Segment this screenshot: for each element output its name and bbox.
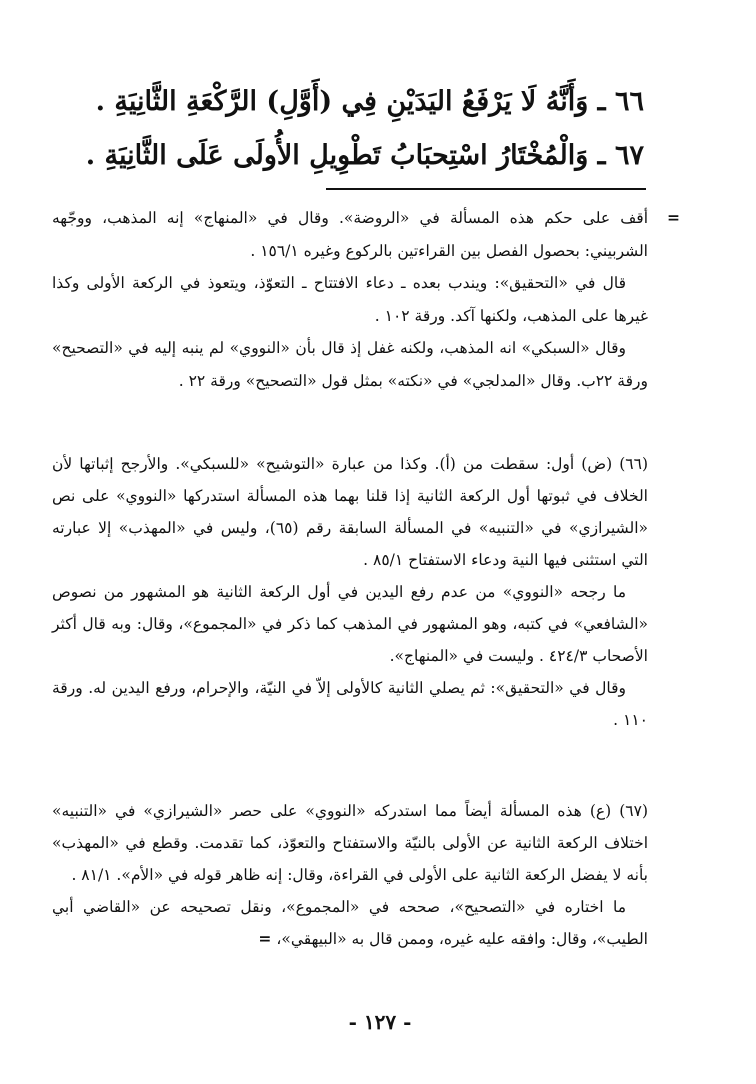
continuation-marker-end: = xyxy=(258,929,272,948)
main-text-line-66: ٦٦ ـ وَأَنَّهُ لَا يَرْفَعُ اليَدَيْنِ فِي (أَوَّلِ) الرَّكْعَةِ الثَّانِيَةِ . xyxy=(95,86,644,117)
footnote-paragraph: قال في «التحقيق»: ويندب بعده ـ دعاء الافتتاح ـ التعوّذ، ويتعوذ في الركعة الأولى وكذا غيرها على المذهب، ولكنها آكد. ورقة ١٠٢ . xyxy=(52,274,648,325)
footnote-paragraph: (٦٦) (ض) أول: سقطت من (أ). وكذا من عبارة «التوشيح» «للسبكي». والأرجح إثباتها لأن الخلاف في ثبوتها أول الركعة الثانية إذا قلنا بهما هذه المسألة استدركها «النووي» على نص «الشيرازي» في «التنبيه» في المسألة السابقة رقم (٦٥)، وليس في «المهذب» إلا عبارته التي استثنى فيها النية ودعاء الاستفتاح ٨٥/١ . xyxy=(52,455,648,569)
footnote-block-67 xyxy=(52,795,648,955)
footnote-paragraph xyxy=(52,891,648,955)
footnote-paragraph: وقال في «التحقيق»: ثم يصلي الثانية كالأولى إلاّ في النيّة، والإحرام، ورفع اليدين له. ورقة ١١٠ . xyxy=(52,679,648,729)
continuation-marker: = xyxy=(667,208,680,227)
footnote-block-66 xyxy=(52,448,648,736)
page-number: - ١٢٧ - xyxy=(348,1010,412,1034)
footnote-block-intro xyxy=(52,202,680,397)
footnote-separator xyxy=(326,188,646,190)
footnote-paragraph: أقف على حكم هذه المسألة في «الروضة». وقال في «المنهاج» إنه المذهب، ووجّهه الشربيني: بحصول الفصل بين القراءتين بالركوع وغيره ١٥٦/١ . xyxy=(52,209,648,260)
footnote-paragraph: ما رجحه «النووي» من عدم رفع اليدين في أول الركعة الثانية هو المشهور من نصوص «الشافعي» في كتبه، وهو المشهور في المذهب كما ذكر في «المجموع»، وقال: وبه قال أكثر الأصحاب ٤٢٤/٣ . وليست في «المنهاج». xyxy=(52,583,648,665)
footnote-paragraph: (٦٧) (ع) هذه المسألة أيضاً مما استدركه «النووي» على حصر «الشيرازي» في «التنبيه» اختلاف الركعة الثانية عن الأولى بالنيّة والاستفتاح والتعوّذ، كما تقدمت. وقطع في «المهذب» بأنه لا يفضل الركعة الثانية على الأولى في القراءة، وقال: إنه ظاهر قوله في «الأم». ٨١/١ . xyxy=(52,802,648,884)
main-text-line-67: ٦٧ ـ وَالْمُخْتَارُ اسْتِحبَابُ تَطْوِيلِ الأُولَى عَلَى الثَّانِيَةِ . xyxy=(85,140,644,171)
footnote-paragraph: وقال «السبكي» انه المذهب، ولكنه غفل إذ قال بأن «النووي» لم ينبه إليه في «التصحيح» ورقة ٢٢ب. وقال «المدلجي» في «نكته» بمثل قول «التصحيح» ورقة ٢٢ . xyxy=(52,339,648,390)
footnote-paragraph-text: ما اختاره في «التصحيح»، صححه في «المجموع»، ونقل تصحيحه عن «القاضي أبي الطيب»، وقال: وافقه عليه غيره، وممن قال به «البيهقي»، xyxy=(52,898,648,948)
